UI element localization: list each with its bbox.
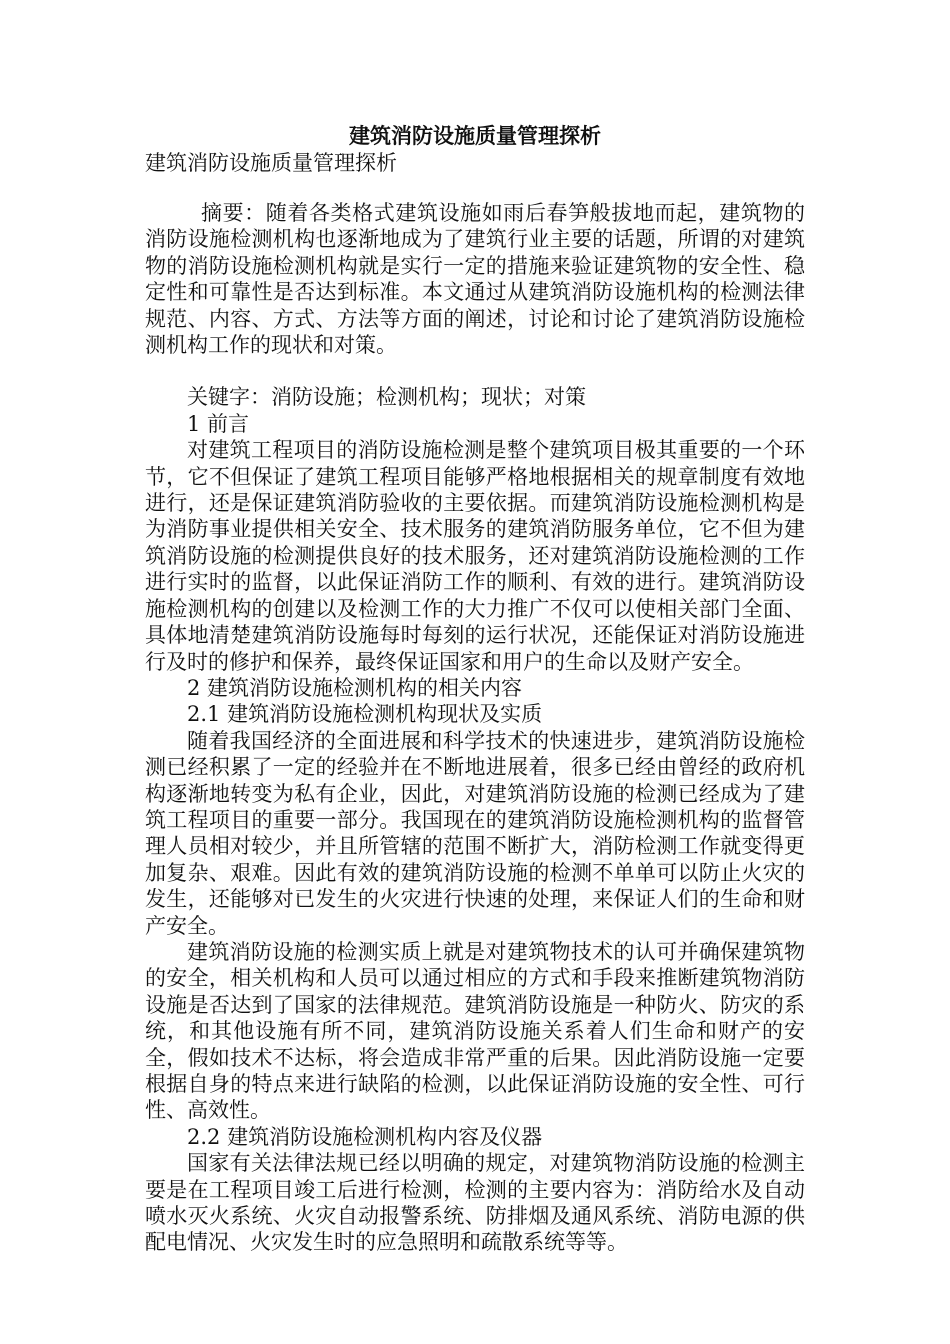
document-title: 建筑消防设施质量管理探析 [349,124,601,148]
section-2-1-paragraph-2: 建筑消防设施的检测实质上就是对建筑物技术的认可并确保建筑物的安全，相关机构和人员可以通过相应的方式和手段来推断建筑物消防设施是否达到了国家的法律规范。建筑消防设施是一种防火、防灾的系统，和其他设施有所不同，建筑消防设施关系着人们生命和财产的安全，假如技术不达标，将会造成非常严重的后果。因此消防设施一定要根据自身的特点来进行缺陷的检测，以此保证消防设施的安全性、可行性、高效性。 [145,939,805,1123]
document-body [145,200,805,1256]
document-subtitle: 建筑消防设施质量管理探析 [145,151,397,175]
section-heading-2-1: 2.1 建筑消防设施检测机构现状及实质 [187,702,543,727]
abstract-paragraph: 摘要：随着各类格式建筑设施如雨后春笋般拔地而起，建筑物的消防设施检测机构也逐渐地成为了建筑行业主要的话题，所谓的对建筑物的消防设施检测机构就是实行一定的措施来验证建筑物的安全性、稳定性和可靠性是否达到标准。本文通过从建筑消防设施机构的检测法律规范、内容、方式、方法等方面的阐述，讨论和讨论了建筑消防设施检测机构工作的现状和对策。 [145,201,805,358]
section-2-2-paragraph-1: 国家有关法律法规已经以明确的规定，对建筑物消防设施的检测主要是在工程项目竣工后进行检测，检测的主要内容为：消防给水及自动喷水灭火系统、火灾自动报警系统、防排烟及通风系统、消防电源的供配电情况、火灾发生时的应急照明和疏散系统等等。 [145,1151,805,1255]
section-2-1-paragraph-1: 随着我国经济的全面进展和科学技术的快速进步，建筑消防设施检测已经积累了一定的经验并在不断地进展着，很多已经由曾经的政府机构逐渐地转变为私有企业，因此，对建筑消防设施的检测已经成为了建筑工程项目的重要一部分。我国现在的建筑消防设施检测机构的监督管理人员相对较少，并且所管辖的范围不断扩大，消防检测工作就变得更加复杂、艰难。因此有效的建筑消防设施的检测不单单可以防止火灾的发生，还能够对已发生的火灾进行快速的处理，来保证人们的生命和财产安全。 [145,728,805,938]
keywords-line: 关键字：消防设施；检测机构；现状；对策 [187,385,586,410]
section-heading-2: 2 建筑消防设施检测机构的相关内容 [187,675,523,700]
section-heading-1: 1 前言 [187,411,250,436]
section-1-paragraph: 对建筑工程项目的消防设施检测是整个建筑项目极其重要的一个环节，它不但保证了建筑工程项目能够严格地根据相关的规章制度有效地进行，还是保证建筑消防验收的主要依据。而建筑消防设施检测机构是为消防事业提供相关安全、技术服务的建筑消防服务单位，它不但为建筑消防设施的检测提供良好的技术服务，还对建筑消防设施检测的工作进行实时的监督，以此保证消防工作的顺利、有效的进行。建筑消防设施检测机构的创建以及检测工作的大力推广不仅可以使相关部门全面、具体地清楚建筑消防设施每时每刻的运行状况，还能保证对消防设施进行及时的修护和保养，最终保证国家和用户的生命以及财产安全。 [145,438,805,674]
section-heading-2-2: 2.2 建筑消防设施检测机构内容及仪器 [187,1124,543,1149]
